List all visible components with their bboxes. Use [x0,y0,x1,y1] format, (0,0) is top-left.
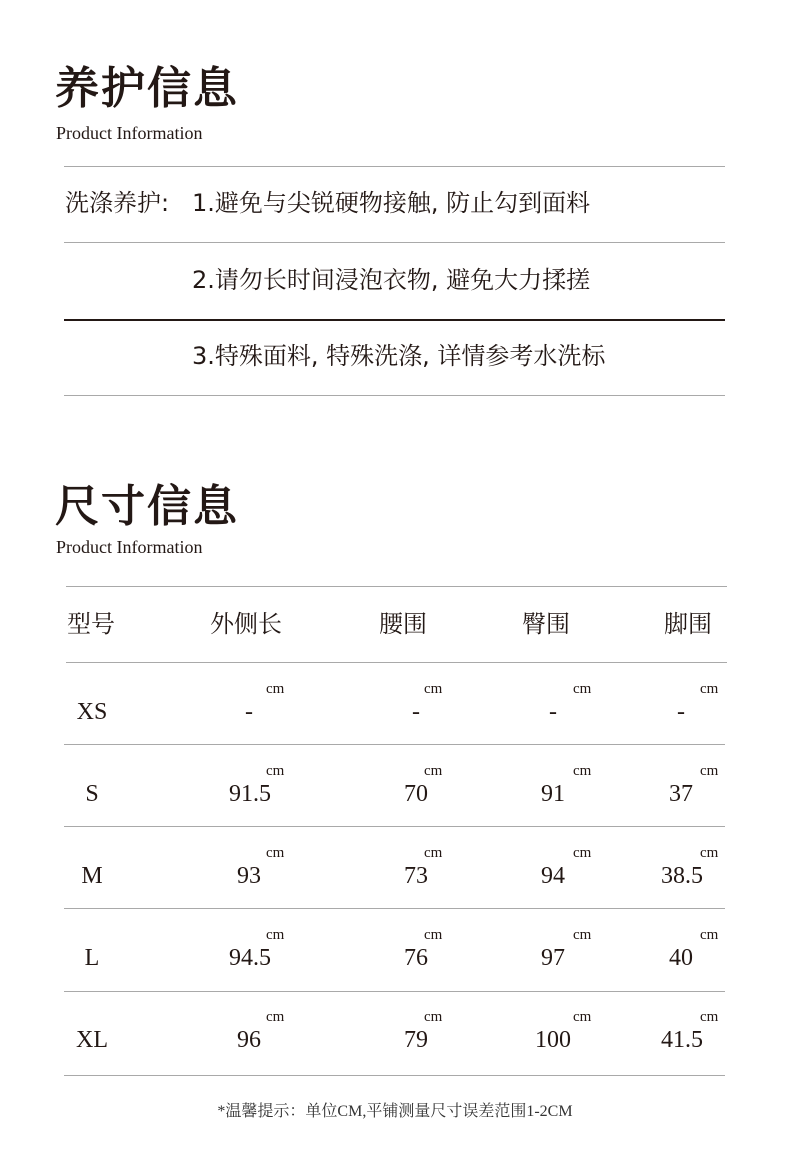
measurement-note: *温馨提示：单位CM,平铺测量尺寸误差范围1-2CM [217,1103,573,1120]
size-label: XL [76,1027,108,1053]
value-cell: 91 [541,781,565,807]
divider [64,826,725,827]
care-label: 洗涤养护: [65,189,170,217]
divider [64,319,725,321]
value-cell: 96 [237,1027,261,1053]
unit-label: cm [700,763,719,779]
unit-label: cm [573,927,592,943]
value-cell: - [412,699,420,725]
unit-label: cm [424,845,443,861]
value-cell: 91.5 [229,781,271,807]
size-subtitle: Product Information [56,537,203,557]
divider [64,908,725,909]
unit-label: cm [424,927,443,943]
unit-label: cm [266,681,285,697]
value-cell: 97 [541,945,565,971]
unit-label: cm [700,1009,719,1025]
value-cell: 94 [541,863,565,889]
header-waist: 腰围 [379,610,427,638]
divider [66,662,727,663]
unit-label: cm [573,1009,592,1025]
header-hem: 脚围 [664,610,712,638]
divider [64,166,725,167]
value-cell: 100 [535,1027,571,1053]
unit-label: cm [424,1009,443,1025]
table-top-border [66,586,727,587]
care-item-2: 2.请勿长时间浸泡衣物, 避免大力揉搓 [192,266,591,294]
value-cell: - [245,699,253,725]
care-title: 养护信息 [55,63,239,114]
unit-label: cm [266,763,285,779]
value-cell: - [677,699,685,725]
care-item-1: 1.避免与尖锐硬物接触, 防止勾到面料 [192,189,591,217]
unit-label: cm [266,927,285,943]
care-subtitle: Product Information [56,123,203,143]
value-cell: 93 [237,863,261,889]
unit-label: cm [700,681,719,697]
unit-label: cm [266,1009,285,1025]
unit-label: cm [573,681,592,697]
size-label: L [84,945,100,971]
value-cell: 40 [669,945,693,971]
table-bottom-border [64,1075,725,1076]
size-label: XS [76,699,108,725]
value-cell: 94.5 [229,945,271,971]
header-model: 型号 [67,610,115,638]
unit-label: cm [700,845,719,861]
size-label: M [81,863,103,889]
divider [64,395,725,396]
unit-label: cm [266,845,285,861]
care-item-3: 3.特殊面料, 特殊洗涤, 详情参考水洗标 [192,342,606,370]
value-cell: - [549,699,557,725]
value-cell: 70 [404,781,428,807]
value-cell: 79 [404,1027,428,1053]
size-title: 尺寸信息 [55,481,239,532]
header-outer-length: 外侧长 [210,610,282,638]
unit-label: cm [700,927,719,943]
value-cell: 38.5 [661,863,703,889]
divider [64,242,725,243]
unit-label: cm [573,763,592,779]
divider [64,991,725,992]
value-cell: 41.5 [661,1027,703,1053]
unit-label: cm [573,845,592,861]
unit-label: cm [424,681,443,697]
value-cell: 37 [669,781,693,807]
unit-label: cm [424,763,443,779]
size-label: S [85,781,99,807]
divider [64,744,725,745]
header-hip: 臀围 [522,610,570,638]
value-cell: 73 [404,863,428,889]
value-cell: 76 [404,945,428,971]
